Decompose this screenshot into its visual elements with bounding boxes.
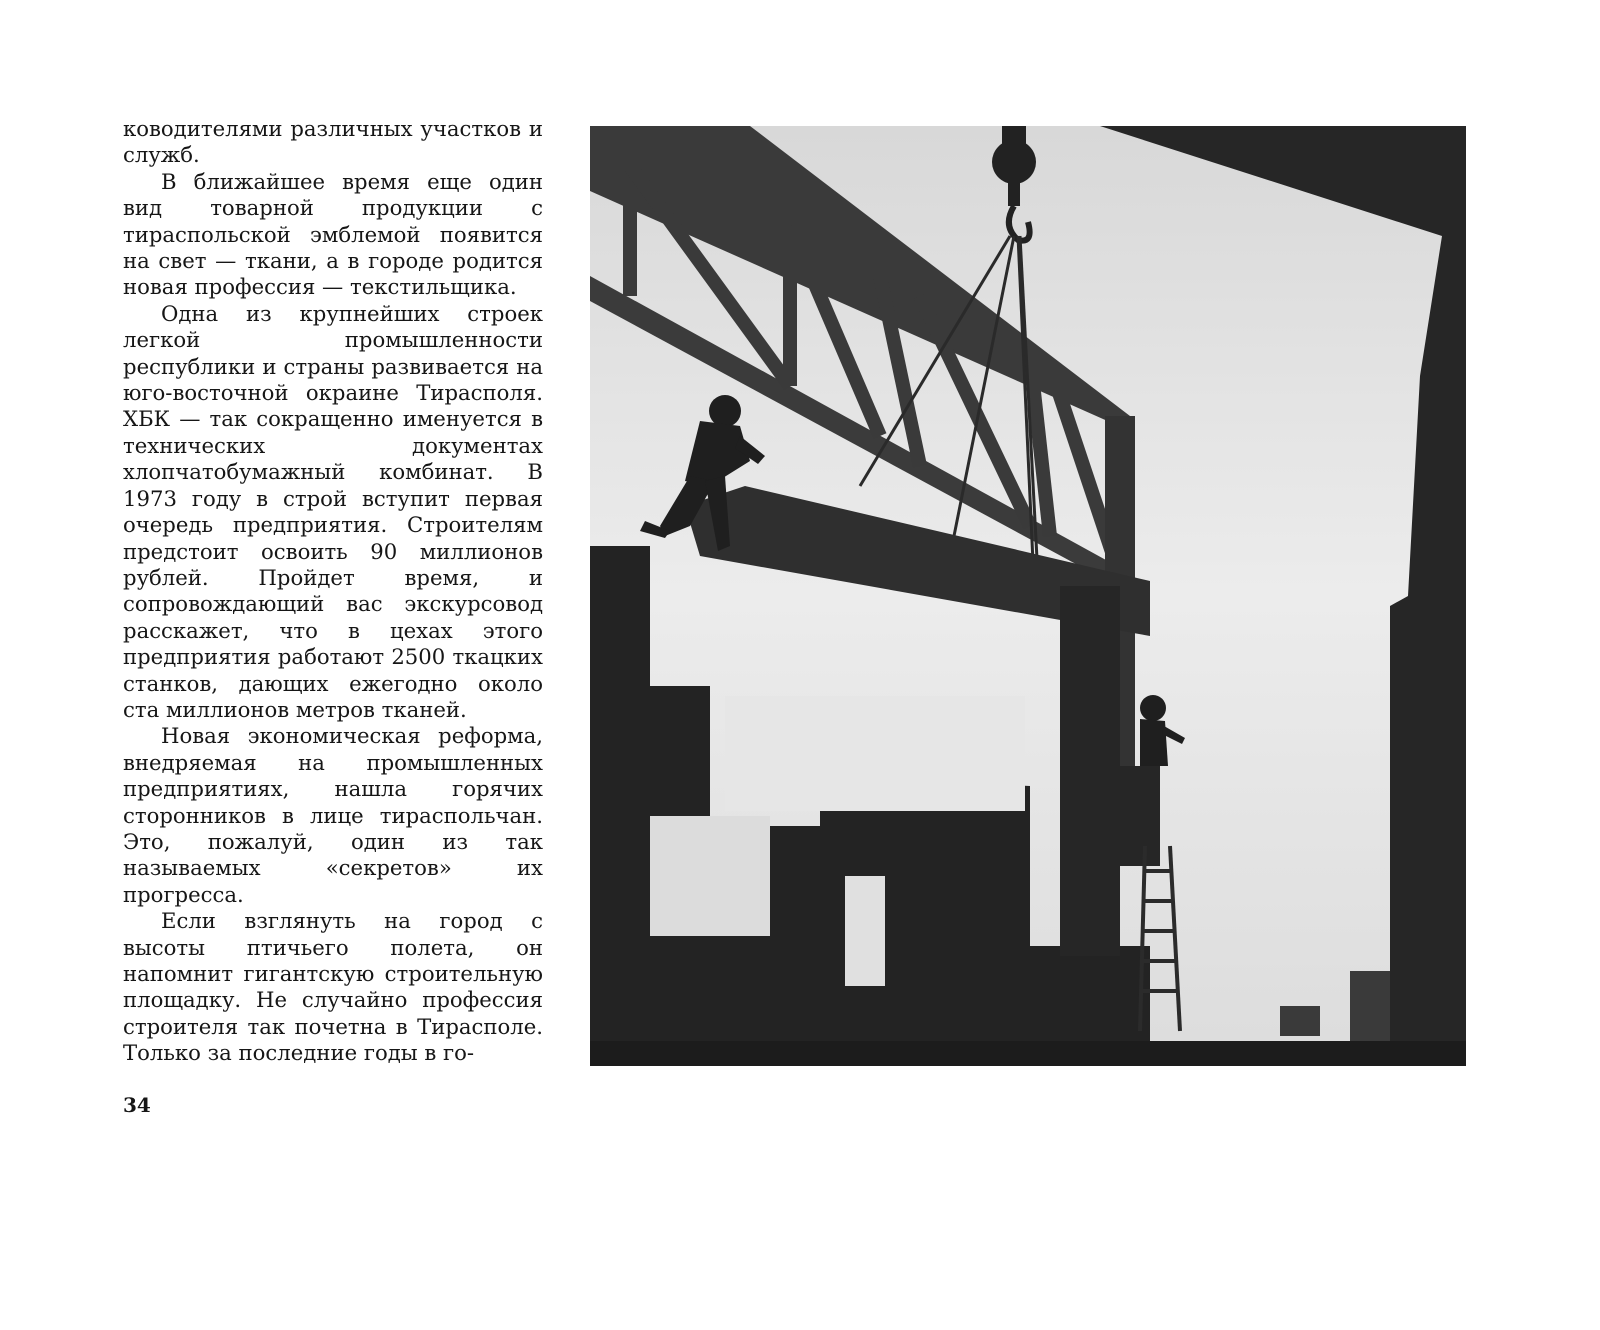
- ground: [590, 1041, 1466, 1066]
- page-number: 34: [123, 1093, 151, 1117]
- paragraph-4: Новая экономическая реформа, внедряемая на промышленных предприятиях, нашла горячих сторонников в лице тираспольчан. Это, пожалуй, один из так называемых «секретов» их прогресса.: [123, 723, 543, 907]
- paragraph-3: Одна из крупнейших строек легкой промышленности республики и страны развивается на юго-восточной окраине Тирасполя. ХБК — так сокращенно именуется в технических документах хлопчатобумажный комбинат. В 1973 году в строй вступит первая очередь предприятия. Строителям предстоит освоить 90 миллионов рублей. Пройдет время, и сопровождающий вас экскурсовод расскажет, что в цехах этого предприятия работают 2500 ткацких станков, дающих ежегодно около ста миллионов метров тканей.: [123, 300, 543, 722]
- article-text: [123, 116, 543, 1067]
- paragraph-2: В ближайшее время еще один вид товарной продукции с тираспольской эмблемой появится на свет — ткани, а в городе родится новая профессия — текстильщика.: [123, 168, 543, 300]
- paragraph-1: ководителями различных участков и служб.: [123, 116, 543, 168]
- construction-photo: [590, 126, 1466, 1066]
- paragraph-5: Если взглянуть на город с высоты птичьего полета, он напомнит гигантскую строительную площадку. Не случайно профессия строителя так почетна в Тирасполе. Только за последние годы в го-: [123, 908, 543, 1066]
- window-opening: [725, 696, 1025, 811]
